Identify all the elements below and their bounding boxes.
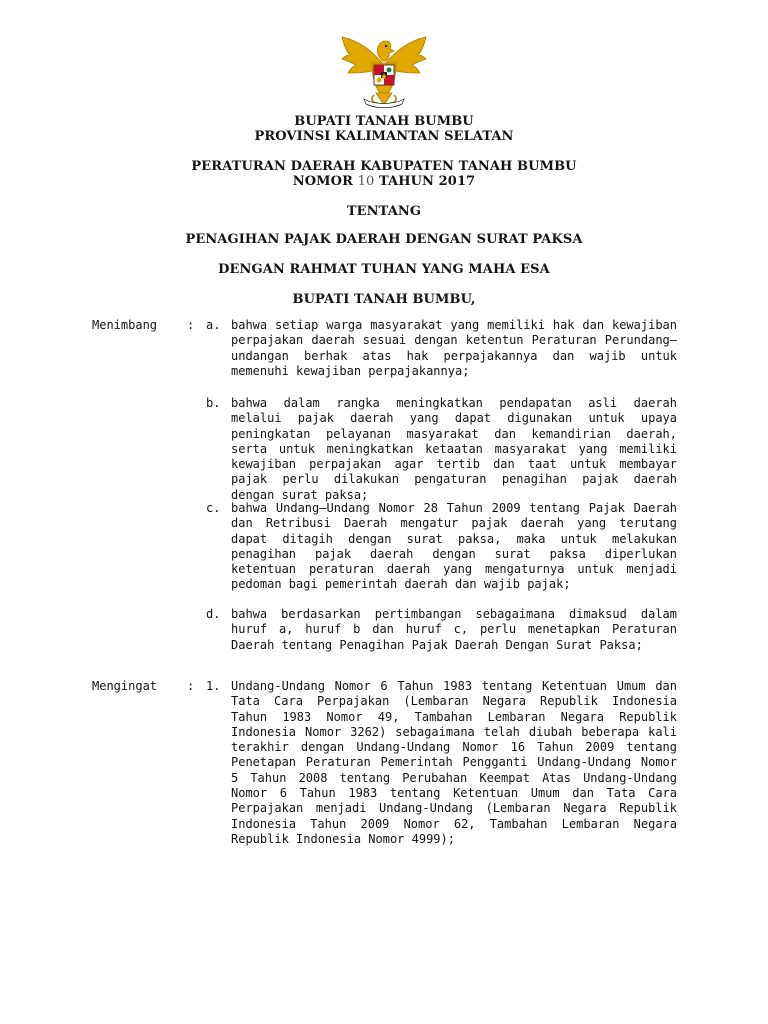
menimbang-item-d: bahwa berdasarkan pertimbangan sebagaimana dimaksud dalam huruf a, huruf b dan huruf c, perlu menetapkan Peraturan Daerah tentang Penagihan Pajak Daerah Dengan Surat Paksa; xyxy=(231,607,677,652)
mengingat-item-1: Undang-Undang Nomor 6 Tahun 1983 tentang Ketentuan Umum dan Tata Cara Perpajakan (Lembaran Negara Republik Indonesia Tahun 1983 Nomor 49, Tambahan Lembaran Negara Republik Indonesia Nomor 3262) sebagaimana telah diubah beberapa kali terakhir dengan Undang-Undang Nomor 16 Tahun 2009 tentang Penetapan Peraturan Pemerintah Pengganti Undang-Undang Nomor 5 Tahun 2008 tentang Perubahan Keempat Atas Undang-Undang Nomor 6 Tahun 1983 tentang Ketentuan Umum dan Tata Cara Perpajakan menjadi Undang-Undang (Lembaran Negara Republik Indonesia Tahun 2009 Nomor 62, Tambahan Lembaran Negara Republik Indonesia Nomor 4999); xyxy=(231,679,677,846)
mengingat-label: Mengingat xyxy=(92,679,158,693)
regulation-number xyxy=(0,174,768,189)
province-title: PROVINSI KALIMANTAN SELATAN xyxy=(254,129,514,144)
authority-heading: BUPATI TANAH BUMBU, xyxy=(292,292,476,307)
menimbang-marker-c: c. xyxy=(206,501,221,515)
menimbang-colon: : xyxy=(187,318,195,332)
regulation-number-value: 10 xyxy=(357,174,375,189)
menimbang-label: Menimbang xyxy=(92,318,158,332)
mengingat-colon: : xyxy=(187,679,195,693)
regent-title: BUPATI TANAH BUMBU xyxy=(294,114,474,129)
regulation-title: PERATURAN DAERAH KABUPATEN TANAH BUMBU xyxy=(191,159,577,174)
menimbang-item-a: bahwa setiap warga masyarakat yang memiliki hak dan kewajiban perpajakan daerah sesuai dengan ketentun Peraturan Perundang–undangan berhak atas hak perpajakannya dan wajib untuk memenuhi kewajiban perpajakannya; xyxy=(231,318,677,378)
mengingat-marker-1: 1. xyxy=(206,679,221,693)
garuda-emblem-icon xyxy=(334,33,434,109)
menimbang-item-b: bahwa dalam rangka meningkatkan pendapatan asli daerah melalui pajak daerah yang dapat digunakan untuk upaya peningkatan pelayanan masyarakat dan kemandirian daerah, serta untuk meningkatkan ketaatan masyarakat yang memiliki kewajiban perpajakan agar tertib dan taat untuk membayar pajak perlu dilakukan pengaturan penagihan pajak daerah dengan surat paksa; xyxy=(231,396,677,502)
regulation-number-prefix: NOMOR xyxy=(292,174,358,189)
menimbang-marker-b: b. xyxy=(206,396,221,410)
menimbang-marker-d: d. xyxy=(206,607,221,621)
subject-heading: PENAGIHAN PAJAK DAERAH DENGAN SURAT PAKSA xyxy=(185,232,583,247)
regulation-number-suffix: TAHUN 2017 xyxy=(374,174,476,189)
menimbang-item-c: bahwa Undang–Undang Nomor 28 Tahun 2009 tentang Pajak Daerah dan Retribusi Daerah mengatur pajak daerah yang terutang dapat ditagih dengan surat paksa, maka untuk melakukan penagihan pajak daerah dengan surat paksa diperlukan ketentuan peraturan daerah yang mengaturnya untuk menjadi pedoman bagi pemerintah daerah dan wajib pajak; xyxy=(231,501,677,592)
menimbang-marker-a: a. xyxy=(206,318,221,332)
tentang-heading: TENTANG xyxy=(346,204,422,219)
blessing-heading: DENGAN RAHMAT TUHAN YANG MAHA ESA xyxy=(218,262,550,277)
